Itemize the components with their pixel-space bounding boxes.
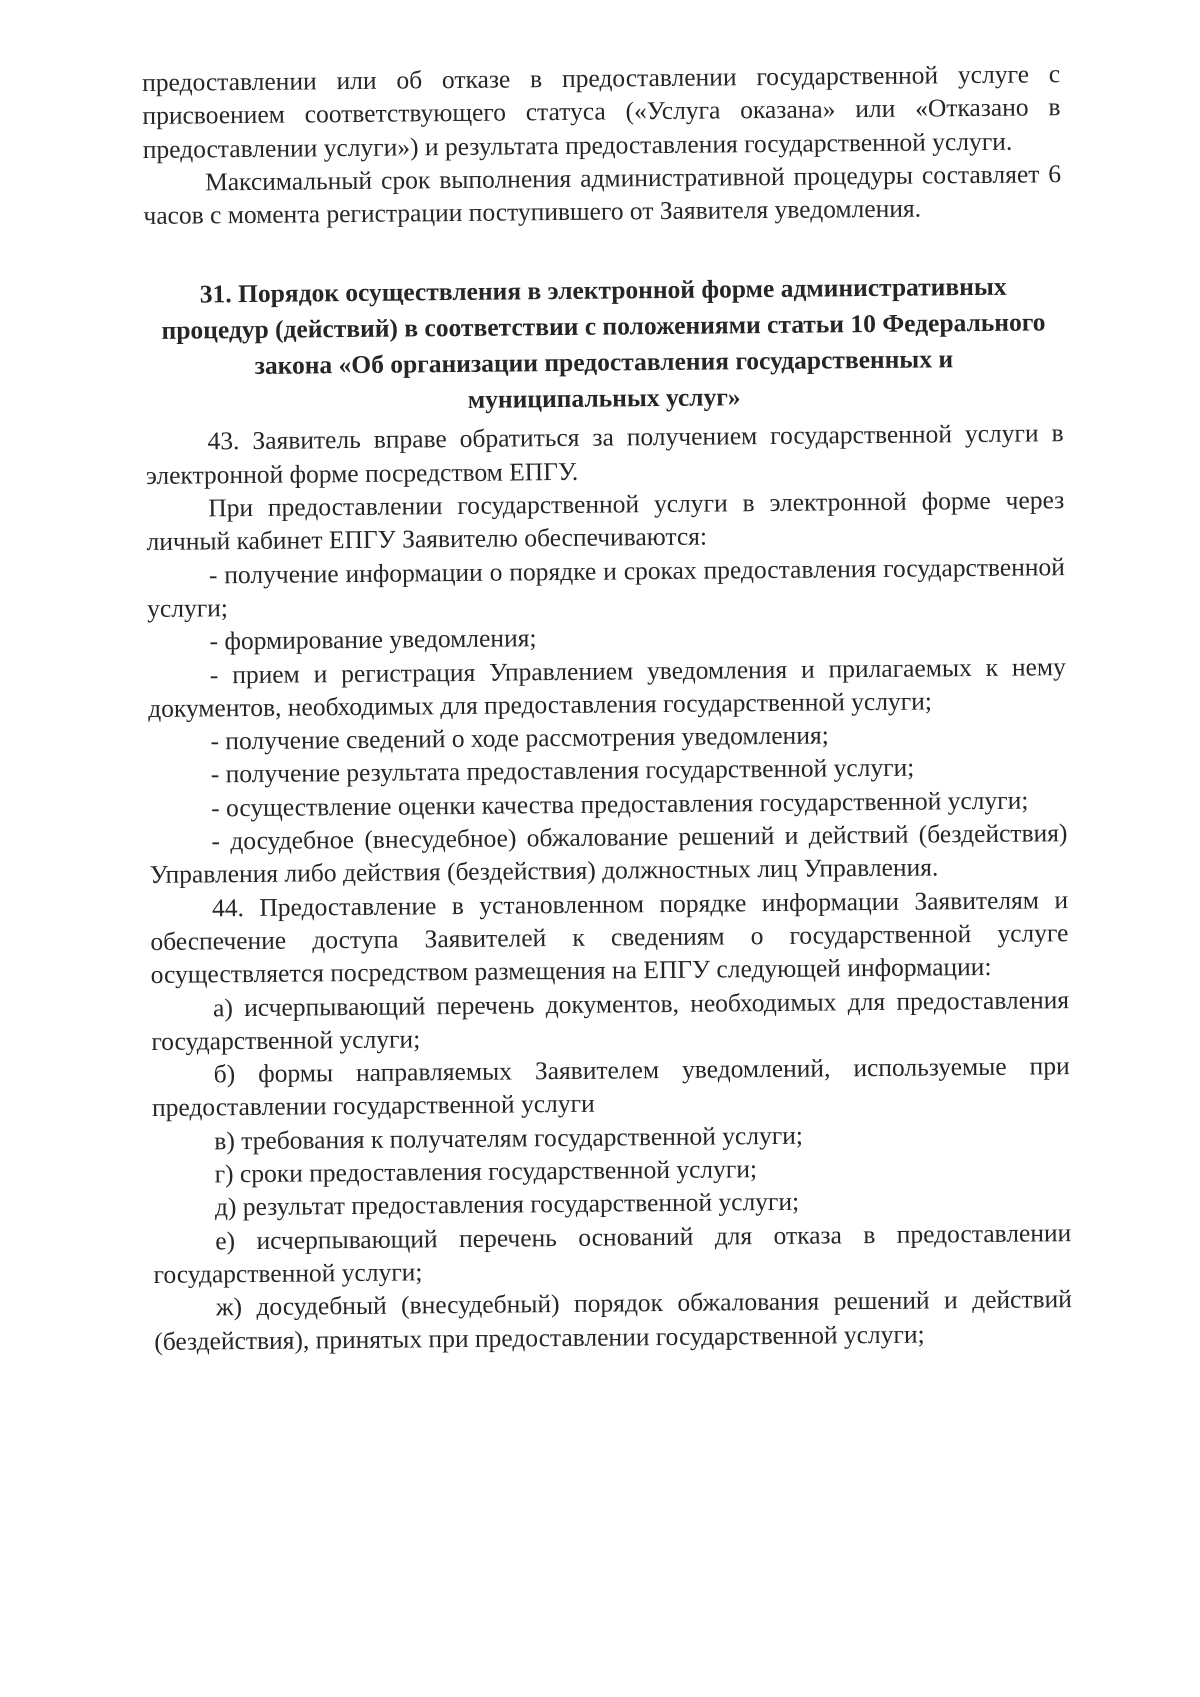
list-item: д) результат предоставления государственной услуги;	[214, 1187, 800, 1222]
intro-line-3: предоставлении услуги») и результата предоставления государственной услуги.	[142, 126, 1013, 164]
list-item: - получение сведений о ходе рассмотрения уведомления;	[210, 720, 829, 756]
list-item: а) исчерпывающий перечень документов, необходимых для предоставления государственной услуги;	[151, 984, 1070, 1056]
list-item: - получение информации о порядке и сроках предоставления государственной услуги;	[147, 551, 1065, 623]
list-item: ж) досудебный (внесудебный) порядок обжалования решений и действий (бездействия), принятых при предоставлении государственной услуги;	[154, 1284, 1073, 1356]
heading-line-4: муниципальных услуг»	[467, 382, 741, 415]
heading-line-1: 31. Порядок осуществления в электронной форме административных	[199, 272, 1007, 309]
heading-line-2: процедур (действий) в соответствии с положениями статьи 10 Федерального	[161, 307, 1046, 346]
list-item: - досудебное (внесудебное) обжалование решений и действий (бездействия) Управления либо действия (бездействия) должностных лиц Управления.	[149, 818, 1068, 890]
list-item: - прием и регистрация Управлением уведомления и прилагаемых к нему документов, необходимых для предоставления государственной услуги;	[148, 651, 1066, 723]
heading-line-3: закона «Об организации предоставления государственных и	[254, 344, 954, 381]
section-heading	[144, 269, 1063, 422]
list-item: г) сроки предоставления государственной услуги;	[214, 1154, 758, 1189]
document-body	[142, 57, 1072, 1358]
paragraph-43-intro: При предоставлении государственной услуги в электронной форме через личный кабинет ЕПГУ Заявителю обеспечиваются:	[146, 485, 1065, 557]
paragraph-44: 44. Предоставление в установленном порядке информации Заявителям и обеспечение доступа Заявителей к сведениям о государственной услуге осуществляется посредством размещения на ЕПГУ следующей информации:	[150, 884, 1069, 990]
list-item: б) формы направляемых Заявителем уведомлений, используемые при предоставлении государственной услуги	[151, 1051, 1070, 1123]
list-item: в) требования к получателям государственной услуги;	[214, 1120, 804, 1156]
list-item: - получение результата предоставления государственной услуги;	[210, 753, 915, 789]
list-item: е) исчерпывающий перечень оснований для отказа в предоставлении государственной услуги;	[153, 1217, 1072, 1289]
list-item: - осуществление оценки качества предоставления государственной услуги;	[210, 785, 1029, 823]
max-time-paragraph: Максимальный срок выполнения административной процедуры составляет 6 часов с момента регистрации поступившего от Заявителя уведомления.	[143, 159, 1062, 231]
list-item: - формирование уведомления;	[209, 623, 537, 656]
intro-line-1: предоставлении или об отказе в предоставлении государственной услуге с	[142, 59, 1061, 97]
paragraph-43: 43. Заявитель вправе обратиться за получением государственной услуги в электронной форме посредством ЕПГУ.	[145, 418, 1064, 490]
intro-line-2: присвоением соответствующего статуса («Услуга оказана» или «Отказано в	[142, 92, 1061, 131]
